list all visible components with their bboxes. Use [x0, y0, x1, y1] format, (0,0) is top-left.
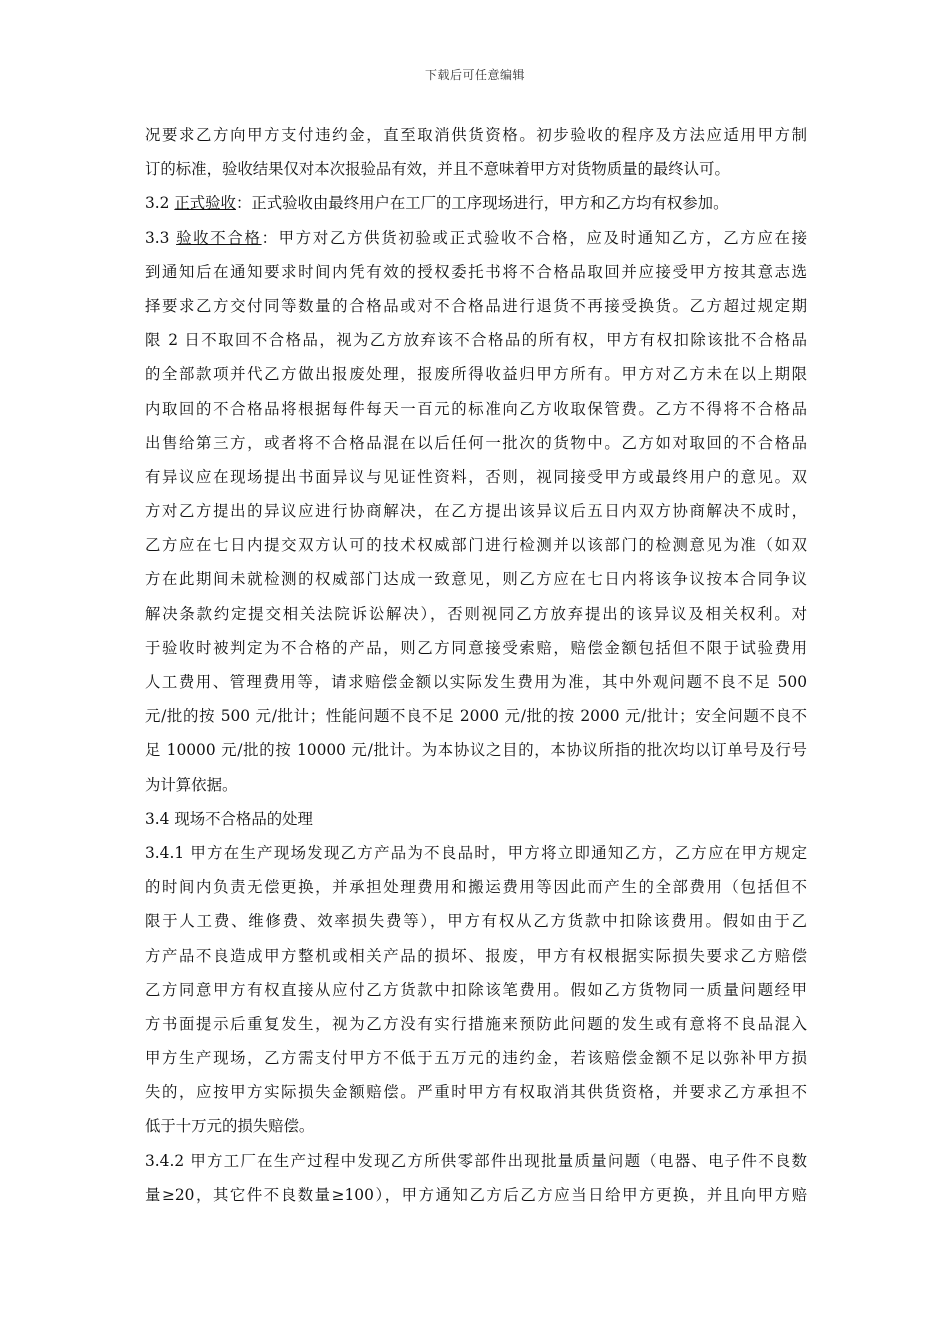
text-line-p3 [145, 597, 807, 631]
text-line-p3 [145, 221, 807, 255]
text-run: 3.4.1 甲方在生产现场发现乙方产品为不良品时，甲方将立即通知乙方，乙方应在甲方规定 [145, 843, 807, 862]
text-run: 限 2 日不取回不合格品，视为乙方放弃该不合格品的所有权，甲方有权扣除该批不合格品 [145, 331, 807, 350]
text-line-p2 [145, 186, 807, 220]
text-run: 限于人工费、维修费、效率损失费等），甲方有权从乙方货款中扣除该费用。假如由于乙 [145, 912, 807, 931]
text-line-p5 [145, 939, 807, 973]
text-line-p1 [145, 152, 807, 186]
text-line-p3 [145, 494, 807, 528]
text-run: 的全部款项并代乙方做出报废处理，报废所得收益归甲方所有。甲方对乙方未在以上期限 [145, 365, 807, 384]
text-line-p5 [145, 1041, 807, 1075]
text-line-p5 [145, 1007, 807, 1041]
text-line-p5 [145, 904, 807, 938]
text-line-p3 [145, 631, 807, 665]
text-line-p5 [145, 1075, 807, 1109]
text-run: 方书面提示后重复发生，视为乙方没有实行措施来预防此问题的发生或有意将不良品混入 [145, 1014, 807, 1033]
text-run: 量≥20，其它件不良数量≥100），甲方通知乙方后乙方应当日给甲方更换，并且向甲方赔 [145, 1185, 807, 1204]
text-run: 为计算依据。 [145, 775, 238, 794]
text-run: ：正式验收由最终用户在工厂的工序现场进行，甲方和乙方均有权参加。 [235, 194, 729, 213]
text-line-p3 [145, 528, 807, 562]
text-line-p3 [145, 733, 807, 767]
page-header: 下载后可任意编辑 [424, 68, 525, 82]
text-line-p5 [145, 870, 807, 904]
text-run: 乙方应在七日内提交双方认可的技术权威部门进行检测并以该部门的检测意见为准（如双 [145, 536, 807, 555]
text-line-p3 [145, 323, 807, 357]
text-run: ：甲方对乙方供货初验或正式验收不合格，应及时通知乙方，乙方应在接 [261, 228, 807, 247]
text-run: 内取回的不合格品将根据每件每天一百元的标准向乙方收取保管费。乙方不得将不合格品 [145, 399, 807, 418]
text-line-p3 [145, 768, 807, 802]
text-line-p3 [145, 426, 807, 460]
text-run: 于验收时被判定为不合格的产品，则乙方同意接受索赔，赔偿金额包括但不限于试验费用 [145, 638, 807, 657]
text-run: 方产品不良造成甲方整机或相关产品的损坏、报废，甲方有权根据实际损失要求乙方赔偿 [145, 946, 807, 965]
text-line-p3 [145, 357, 807, 391]
text-run: 订的标准，验收结果仅对本次报验品有效，并且不意味着甲方对货物质量的最终认可。 [145, 160, 730, 179]
text-run: 的时间内负责无偿更换，并承担处理费用和搬运费用等因此而产生的全部费用（包括但不 [145, 878, 807, 897]
text-line-p3 [145, 562, 807, 596]
text-run: 3.4.2 甲方工厂在生产过程中发现乙方所供零部件出现批量质量问题（电器、电子件不良数 [145, 1151, 807, 1170]
text-run: 3.2 [145, 194, 175, 213]
text-line-p5 [145, 1109, 807, 1143]
text-run: 失的，应按甲方实际损失金额赔偿。严重时甲方有权取消其供货资格，并要求乙方承担不 [145, 1083, 807, 1102]
text-line-p1 [145, 118, 807, 152]
text-run: 到通知后在通知要求时间内凭有效的授权委托书将不合格品取回并应接受甲方按其意志选 [145, 262, 807, 281]
text-line-p5 [145, 836, 807, 870]
text-line-p3 [145, 460, 807, 494]
text-line-p5 [145, 973, 807, 1007]
text-run: 有异议应在现场提出书面异议与见证性资料，否则，视同接受甲方或最终用户的意见。双 [145, 467, 807, 486]
text-line-p4 [145, 802, 807, 836]
text-run: 方在此期间未就检测的权威部门达成一致意见，则乙方应在七日内将该争议按本合同争议 [145, 570, 807, 589]
document-body [145, 118, 807, 1212]
text-run: 低于十万元的损失赔偿。 [145, 1117, 315, 1136]
text-run: 人工费用、管理费用等，请求赔偿金额以实际发生费用为准，其中外观问题不良不足 500 [145, 673, 807, 691]
underlined-term: 正式验收 [174, 194, 236, 213]
text-line-p3 [145, 699, 807, 733]
text-run: 解决条款约定提交相关法院诉讼解决），否则视同乙方放弃提出的该异议及相关权利。对 [145, 604, 807, 623]
text-line-p3 [145, 665, 807, 699]
text-line-p3 [145, 255, 807, 289]
text-run: 方对乙方提出的异议应进行协商解决，在乙方提出该异议后五日内双方协商解决不成时， [145, 502, 807, 521]
text-run: 元/批的按 500 元/批计；性能问题不良不足 2000 元/批的按 2000 元/批计；安全问题不良不 [145, 707, 807, 726]
text-run: 甲方生产现场，乙方需支付甲方不低于五万元的违约金，若该赔偿金额不足以弥补甲方损 [145, 1049, 807, 1068]
text-run: 乙方同意甲方有权直接从应付乙方货款中扣除该笔费用。假如乙方货物同一质量问题经甲 [145, 980, 807, 999]
text-run: 3.4 现场不合格品的处理 [145, 809, 313, 828]
text-run: 择要求乙方交付同等数量的合格品或对不合格品进行退货不再接受换货。乙方超过规定期 [145, 296, 807, 315]
text-run: 况要求乙方向甲方支付违约金，直至取消供货资格。初步验收的程序及方法应适用甲方制 [145, 126, 807, 144]
text-line-p3 [145, 392, 807, 426]
text-line-p6 [145, 1144, 807, 1178]
text-run: 3.3 [145, 228, 177, 247]
text-run: 出售给第三方，或者将不合格品混在以后任何一批次的货物中。乙方如对取回的不合格品 [145, 433, 807, 452]
underlined-term: 验收不合格 [176, 228, 262, 247]
text-line-p3 [145, 289, 807, 323]
text-run: 足 10000 元/批的按 10000 元/批计。为本协议之目的，本协议所指的批次均以订单号及行号 [145, 741, 807, 760]
text-line-p6 [145, 1178, 807, 1212]
